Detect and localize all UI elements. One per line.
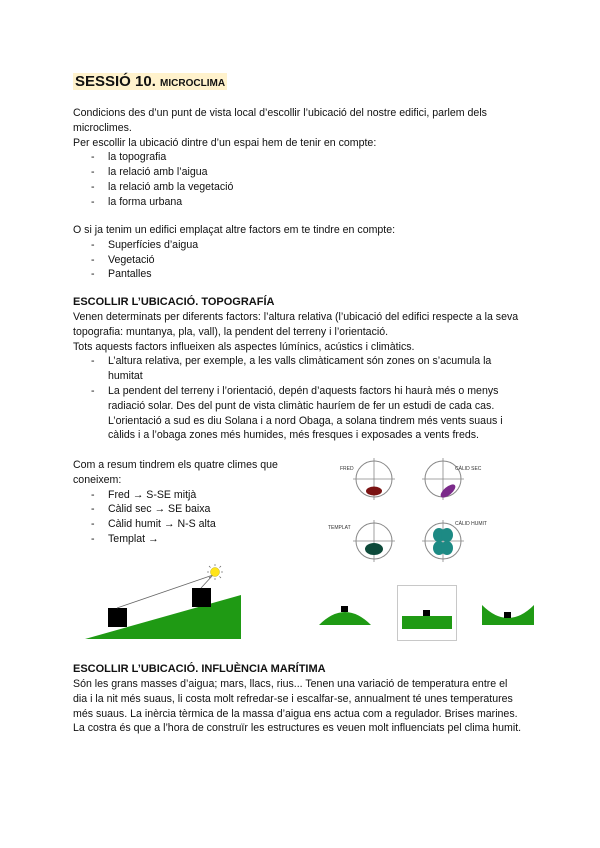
building-low — [108, 608, 127, 627]
list-item: - la relació amb la vegetació — [73, 180, 533, 195]
topography-heading: ESCOLLIR L’UBICACIÓ. TOPOGRAFÍA — [73, 296, 275, 308]
slope-illustration — [85, 563, 245, 643]
climes-list — [73, 488, 298, 547]
building — [341, 606, 348, 612]
list-item: - Càlid humit → N-S alta — [73, 517, 298, 532]
diagram-templat — [328, 520, 395, 562]
list-item: - Fred → S-SE mitjà — [73, 488, 298, 503]
list-item: - La pendent del terreny i l’orientació, depén d’aquests factors hi haurà més o menys radiació solar. Des del punt de vista climàtic hauríem de fer un estudi de cada cas. L’orientació a sud es diu Solana i a nord Obaga, a solana tindrem més vents suaus i càlids i a l’obaga zones més humides, més fresques i exposades a vents freds. — [73, 384, 523, 443]
maritime-p2: La costra és que a l’hora de construïr les estructures es veuen molt influenciats pel clima humit. — [73, 722, 522, 735]
intro-line-2: Per escollir la ubicació dintre d’un espai hem de tenir en compte: — [73, 136, 377, 149]
title-sub: MICROCLIMA — [160, 78, 226, 89]
label-calid-sec: CÀLID SEC — [455, 466, 482, 472]
diagram-calid-sec — [422, 458, 482, 500]
list-item: - Pantalles — [73, 267, 533, 282]
list-item: - L’altura relativa, per exemple, a les valls climàticament són zones on s’acumula la humitat — [73, 354, 523, 384]
label-templat: TEMPLAT — [328, 525, 351, 531]
existing-list — [73, 238, 533, 282]
flat-ground — [402, 616, 452, 629]
building — [504, 612, 511, 618]
fred-shape — [366, 487, 382, 496]
sun-icon — [207, 564, 223, 580]
topography-p2: Tots aquests factors influeixen als aspectes lúmínics, acústics i climàtics. — [73, 340, 415, 353]
climate-diagrams — [322, 455, 487, 570]
topography-p1: Venen determinats per diferents factors: l’altura relativa (l’ubicació del edifici respecte a la seva topografia: muntanya, pla, vall), la pendent del terreny i l’orientació. — [73, 311, 519, 338]
terrain-hill-thumbnail — [315, 585, 375, 641]
diagram-fred — [340, 458, 395, 500]
list-item: - la forma urbana — [73, 195, 533, 210]
templat-shape — [365, 543, 383, 555]
building-high — [192, 588, 211, 607]
intro-list — [73, 150, 533, 209]
list-item: - Vegetació — [73, 253, 533, 268]
intro-line-1: Condicions des d’un punt de vista local d’escollir l’ubicació del nostre edifici, parlem dels microclimes. — [73, 107, 487, 134]
maritime-paragraph — [73, 677, 523, 736]
hill-shape — [319, 612, 371, 625]
terrain-flat-thumbnail — [397, 585, 457, 641]
maritime-p1: Són les grans masses d’aigua; mars, llacs, rius... Tenen una variació de temperatura entre el dia i la nit més suaus, li costa molt refredar-se i escalfar-se, annualment té unes temperatures més suaus. La inèrcia tèrmica de la massa d’aigua ens actua com a regulador. Brises marines. — [73, 678, 518, 720]
list-item: - Superfícies d’aigua — [73, 238, 533, 253]
maritime-heading: ESCOLLIR L’UBICACIÓ. INFLUÈNCIA MARÍTIMA — [73, 663, 326, 675]
terrain-valley-thumbnail — [478, 585, 538, 641]
existing-line: O si ja tenim un edifici emplaçat altre factors em te tindre en compte: — [73, 224, 396, 236]
label-calid-humit: CÀLID HUMIT — [455, 521, 487, 527]
label-fred: FRED — [340, 466, 354, 472]
list-item: - la topografia — [73, 150, 533, 165]
list-item: - la relació amb l’aigua — [73, 165, 533, 180]
page-title — [73, 73, 227, 90]
topography-list — [73, 354, 523, 443]
topography-paragraph — [73, 310, 523, 443]
climes-intro: Com a resum tindrem els quatre climes que coneixem: — [73, 459, 278, 486]
diagram-calid-humit — [422, 520, 487, 562]
title-main: SESSIÓ 10. — [75, 73, 156, 90]
existing-paragraph — [73, 223, 533, 282]
climes-paragraph — [73, 458, 298, 547]
building — [423, 610, 430, 616]
list-item: - Càlid sec → SE baixa — [73, 502, 298, 517]
list-item: - Templat → — [73, 532, 298, 547]
intro-paragraph — [73, 106, 533, 210]
